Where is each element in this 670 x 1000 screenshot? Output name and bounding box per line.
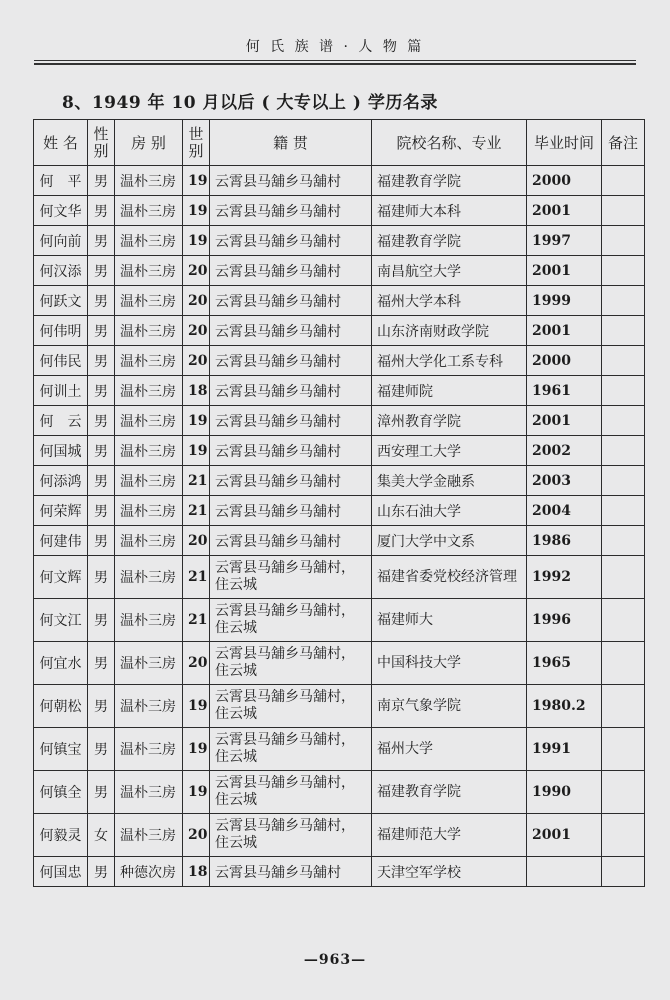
cell-name: 何建伟 — [34, 526, 88, 556]
cell-school: 南昌航空大学 — [372, 256, 527, 286]
cell-school: 福建教育学院 — [372, 771, 527, 814]
cell-year: 1965 — [527, 642, 602, 685]
cell-name: 何跃文 — [34, 286, 88, 316]
cell-branch: 温朴三房 — [115, 166, 183, 196]
cell-generation: 19 — [183, 436, 210, 466]
cell-name: 何文辉 — [34, 556, 88, 599]
cell-name: 何汉添 — [34, 256, 88, 286]
cell-year: 1996 — [527, 599, 602, 642]
cell-generation: 21 — [183, 466, 210, 496]
table-row — [34, 196, 645, 226]
cell-origin: 云霄县马舖乡马舖村 — [210, 496, 372, 526]
cell-generation: 20 — [183, 316, 210, 346]
cell-sex: 男 — [88, 226, 115, 256]
cell-note — [602, 728, 645, 771]
cell-branch: 温朴三房 — [115, 196, 183, 226]
cell-generation: 19 — [183, 728, 210, 771]
table-row — [34, 771, 645, 814]
cell-generation: 20 — [183, 286, 210, 316]
cell-sex: 男 — [88, 286, 115, 316]
cell-note — [602, 526, 645, 556]
cell-name: 何文江 — [34, 599, 88, 642]
cell-generation: 18 — [183, 857, 210, 887]
cell-origin: 云霄县马舖乡马舖村，住云城 — [210, 814, 372, 857]
table-row — [34, 556, 645, 599]
cell-branch: 温朴三房 — [115, 685, 183, 728]
cell-origin: 云霄县马舖乡马舖村 — [210, 436, 372, 466]
table-row — [34, 406, 645, 436]
col-header-sex-line2: 别 — [93, 141, 109, 160]
cell-year — [527, 857, 602, 887]
table-row — [34, 496, 645, 526]
table-header-row — [34, 120, 645, 166]
cell-name: 何 云 — [34, 406, 88, 436]
cell-note — [602, 685, 645, 728]
cell-note — [602, 771, 645, 814]
cell-school: 中国科技大学 — [372, 642, 527, 685]
table-row — [34, 256, 645, 286]
cell-origin: 云霄县马舖乡马舖村 — [210, 526, 372, 556]
cell-year: 1986 — [527, 526, 602, 556]
cell-branch: 温朴三房 — [115, 286, 183, 316]
cell-note — [602, 406, 645, 436]
col-header-gen-line1: 世 — [188, 124, 204, 143]
col-header-school: 院校名称、专业 — [372, 120, 527, 166]
cell-sex: 男 — [88, 406, 115, 436]
cell-branch: 温朴三房 — [115, 436, 183, 466]
cell-origin: 云霄县马舖乡马舖村 — [210, 346, 372, 376]
cell-branch: 温朴三房 — [115, 256, 183, 286]
cell-branch: 种德次房 — [115, 857, 183, 887]
cell-name: 何向前 — [34, 226, 88, 256]
col-header-sex-line1: 性 — [93, 124, 109, 143]
table-row — [34, 166, 645, 196]
cell-sex: 男 — [88, 857, 115, 887]
cell-sex: 男 — [88, 771, 115, 814]
cell-name: 何荣辉 — [34, 496, 88, 526]
cell-name: 何国城 — [34, 436, 88, 466]
col-header-name: 姓 名 — [34, 120, 88, 166]
cell-name: 何训土 — [34, 376, 88, 406]
cell-school: 福建省委党校经济管理 — [372, 556, 527, 599]
table-row — [34, 466, 645, 496]
col-header-branch: 房 别 — [115, 120, 183, 166]
cell-year: 2002 — [527, 436, 602, 466]
header-rule-thick — [34, 63, 636, 65]
cell-origin: 云霄县马舖乡马舖村 — [210, 857, 372, 887]
cell-name: 何镇全 — [34, 771, 88, 814]
cell-year: 2000 — [527, 166, 602, 196]
cell-generation: 20 — [183, 642, 210, 685]
table-row — [34, 346, 645, 376]
cell-origin: 云霄县马舖乡马舖村 — [210, 466, 372, 496]
cell-origin: 云霄县马舖乡马舖村，住云城 — [210, 771, 372, 814]
col-header-sex — [88, 120, 115, 166]
cell-generation: 19 — [183, 226, 210, 256]
cell-sex: 男 — [88, 728, 115, 771]
cell-branch: 温朴三房 — [115, 556, 183, 599]
cell-year: 1961 — [527, 376, 602, 406]
table-row — [34, 857, 645, 887]
cell-school: 福建师大本科 — [372, 196, 527, 226]
cell-name: 何毅灵 — [34, 814, 88, 857]
cell-generation: 20 — [183, 256, 210, 286]
table-row — [34, 642, 645, 685]
cell-branch: 温朴三房 — [115, 771, 183, 814]
col-header-year: 毕业时间 — [527, 120, 602, 166]
cell-year: 1997 — [527, 226, 602, 256]
cell-name: 何镇宝 — [34, 728, 88, 771]
table-row — [34, 376, 645, 406]
cell-note — [602, 286, 645, 316]
cell-year: 1980.2 — [527, 685, 602, 728]
cell-name: 何国忠 — [34, 857, 88, 887]
cell-sex: 男 — [88, 376, 115, 406]
cell-generation: 18 — [183, 376, 210, 406]
cell-branch: 温朴三房 — [115, 346, 183, 376]
table-row — [34, 526, 645, 556]
cell-sex: 男 — [88, 496, 115, 526]
cell-origin: 云霄县马舖乡马舖村，住云城 — [210, 599, 372, 642]
cell-generation: 21 — [183, 599, 210, 642]
cell-school: 天津空军学校 — [372, 857, 527, 887]
cell-school: 福建教育学院 — [372, 226, 527, 256]
cell-name: 何添鸿 — [34, 466, 88, 496]
col-header-generation — [183, 120, 210, 166]
cell-generation: 20 — [183, 526, 210, 556]
cell-year: 1999 — [527, 286, 602, 316]
cell-origin: 云霄县马舖乡马舖村 — [210, 196, 372, 226]
section-title: 8、1949 年 10 月以后 ( 大专以上 ) 学历名录 — [62, 93, 438, 113]
cell-note — [602, 376, 645, 406]
cell-school: 福建师大 — [372, 599, 527, 642]
cell-origin: 云霄县马舖乡马舖村，住云城 — [210, 556, 372, 599]
cell-school: 南京气象学院 — [372, 685, 527, 728]
cell-branch: 温朴三房 — [115, 599, 183, 642]
cell-note — [602, 642, 645, 685]
cell-year: 2001 — [527, 256, 602, 286]
cell-note — [602, 599, 645, 642]
cell-year: 2001 — [527, 316, 602, 346]
cell-note — [602, 346, 645, 376]
cell-note — [602, 256, 645, 286]
cell-origin: 云霄县马舖乡马舖村，住云城 — [210, 685, 372, 728]
cell-sex: 男 — [88, 556, 115, 599]
cell-origin: 云霄县马舖乡马舖村，住云城 — [210, 642, 372, 685]
cell-generation: 19 — [183, 406, 210, 436]
cell-school: 福州大学 — [372, 728, 527, 771]
cell-year: 2004 — [527, 496, 602, 526]
cell-note — [602, 556, 645, 599]
education-records-table — [33, 119, 645, 887]
cell-sex: 男 — [88, 166, 115, 196]
cell-year: 1991 — [527, 728, 602, 771]
col-header-gen-line2: 别 — [188, 141, 204, 160]
cell-note — [602, 226, 645, 256]
cell-origin: 云霄县马舖乡马舖村 — [210, 256, 372, 286]
table-row — [34, 226, 645, 256]
cell-origin: 云霄县马舖乡马舖村 — [210, 376, 372, 406]
cell-year: 2003 — [527, 466, 602, 496]
cell-branch: 温朴三房 — [115, 316, 183, 346]
cell-name: 何伟民 — [34, 346, 88, 376]
cell-generation: 19 — [183, 771, 210, 814]
cell-sex: 男 — [88, 316, 115, 346]
cell-branch: 温朴三房 — [115, 466, 183, 496]
cell-year: 2001 — [527, 406, 602, 436]
cell-year: 1990 — [527, 771, 602, 814]
cell-school: 厦门大学中文系 — [372, 526, 527, 556]
cell-school: 福建师院 — [372, 376, 527, 406]
cell-note — [602, 166, 645, 196]
cell-note — [602, 814, 645, 857]
cell-generation: 21 — [183, 496, 210, 526]
cell-school: 山东济南财政学院 — [372, 316, 527, 346]
cell-branch: 温朴三房 — [115, 406, 183, 436]
cell-sex: 男 — [88, 642, 115, 685]
cell-generation: 20 — [183, 814, 210, 857]
cell-note — [602, 316, 645, 346]
cell-school: 山东石油大学 — [372, 496, 527, 526]
col-header-origin: 籍 贯 — [210, 120, 372, 166]
page-header: 何 氏 族 谱 · 人 物 篇 — [245, 39, 425, 55]
cell-origin: 云霄县马舖乡马舖村 — [210, 166, 372, 196]
cell-year: 2000 — [527, 346, 602, 376]
table-row — [34, 316, 645, 346]
table-row — [34, 814, 645, 857]
cell-sex: 男 — [88, 466, 115, 496]
cell-origin: 云霄县马舖乡马舖村，住云城 — [210, 728, 372, 771]
cell-origin: 云霄县马舖乡马舖村 — [210, 226, 372, 256]
cell-branch: 温朴三房 — [115, 642, 183, 685]
cell-branch: 温朴三房 — [115, 814, 183, 857]
cell-generation: 21 — [183, 556, 210, 599]
cell-sex: 男 — [88, 196, 115, 226]
cell-name: 何宜水 — [34, 642, 88, 685]
cell-year: 1992 — [527, 556, 602, 599]
table-row — [34, 685, 645, 728]
cell-origin: 云霄县马舖乡马舖村 — [210, 286, 372, 316]
cell-note — [602, 466, 645, 496]
cell-school: 漳州教育学院 — [372, 406, 527, 436]
cell-generation: 19 — [183, 685, 210, 728]
table-row — [34, 436, 645, 466]
cell-generation: 19 — [183, 166, 210, 196]
cell-branch: 温朴三房 — [115, 376, 183, 406]
cell-name: 何文华 — [34, 196, 88, 226]
cell-note — [602, 496, 645, 526]
cell-note — [602, 436, 645, 466]
cell-sex: 女 — [88, 814, 115, 857]
cell-branch: 温朴三房 — [115, 526, 183, 556]
cell-sex: 男 — [88, 526, 115, 556]
cell-school: 集美大学金融系 — [372, 466, 527, 496]
table-row — [34, 599, 645, 642]
col-header-note: 备注 — [602, 120, 645, 166]
cell-generation: 19 — [183, 196, 210, 226]
header-rule — [34, 60, 636, 61]
cell-school: 福州大学本科 — [372, 286, 527, 316]
cell-generation: 20 — [183, 346, 210, 376]
cell-origin: 云霄县马舖乡马舖村 — [210, 316, 372, 346]
cell-origin: 云霄县马舖乡马舖村 — [210, 406, 372, 436]
cell-sex: 男 — [88, 256, 115, 286]
cell-note — [602, 857, 645, 887]
cell-sex: 男 — [88, 685, 115, 728]
cell-school: 福建师范大学 — [372, 814, 527, 857]
cell-name: 何 平 — [34, 166, 88, 196]
cell-branch: 温朴三房 — [115, 496, 183, 526]
cell-sex: 男 — [88, 599, 115, 642]
table-row — [34, 728, 645, 771]
cell-sex: 男 — [88, 436, 115, 466]
cell-school: 西安理工大学 — [372, 436, 527, 466]
table-row — [34, 286, 645, 316]
cell-year: 2001 — [527, 814, 602, 857]
cell-branch: 温朴三房 — [115, 728, 183, 771]
page-number: —963— — [303, 952, 367, 968]
cell-school: 福建教育学院 — [372, 166, 527, 196]
cell-name: 何朝松 — [34, 685, 88, 728]
cell-year: 2001 — [527, 196, 602, 226]
cell-name: 何伟明 — [34, 316, 88, 346]
cell-branch: 温朴三房 — [115, 226, 183, 256]
cell-sex: 男 — [88, 346, 115, 376]
cell-school: 福州大学化工系专科 — [372, 346, 527, 376]
cell-note — [602, 196, 645, 226]
